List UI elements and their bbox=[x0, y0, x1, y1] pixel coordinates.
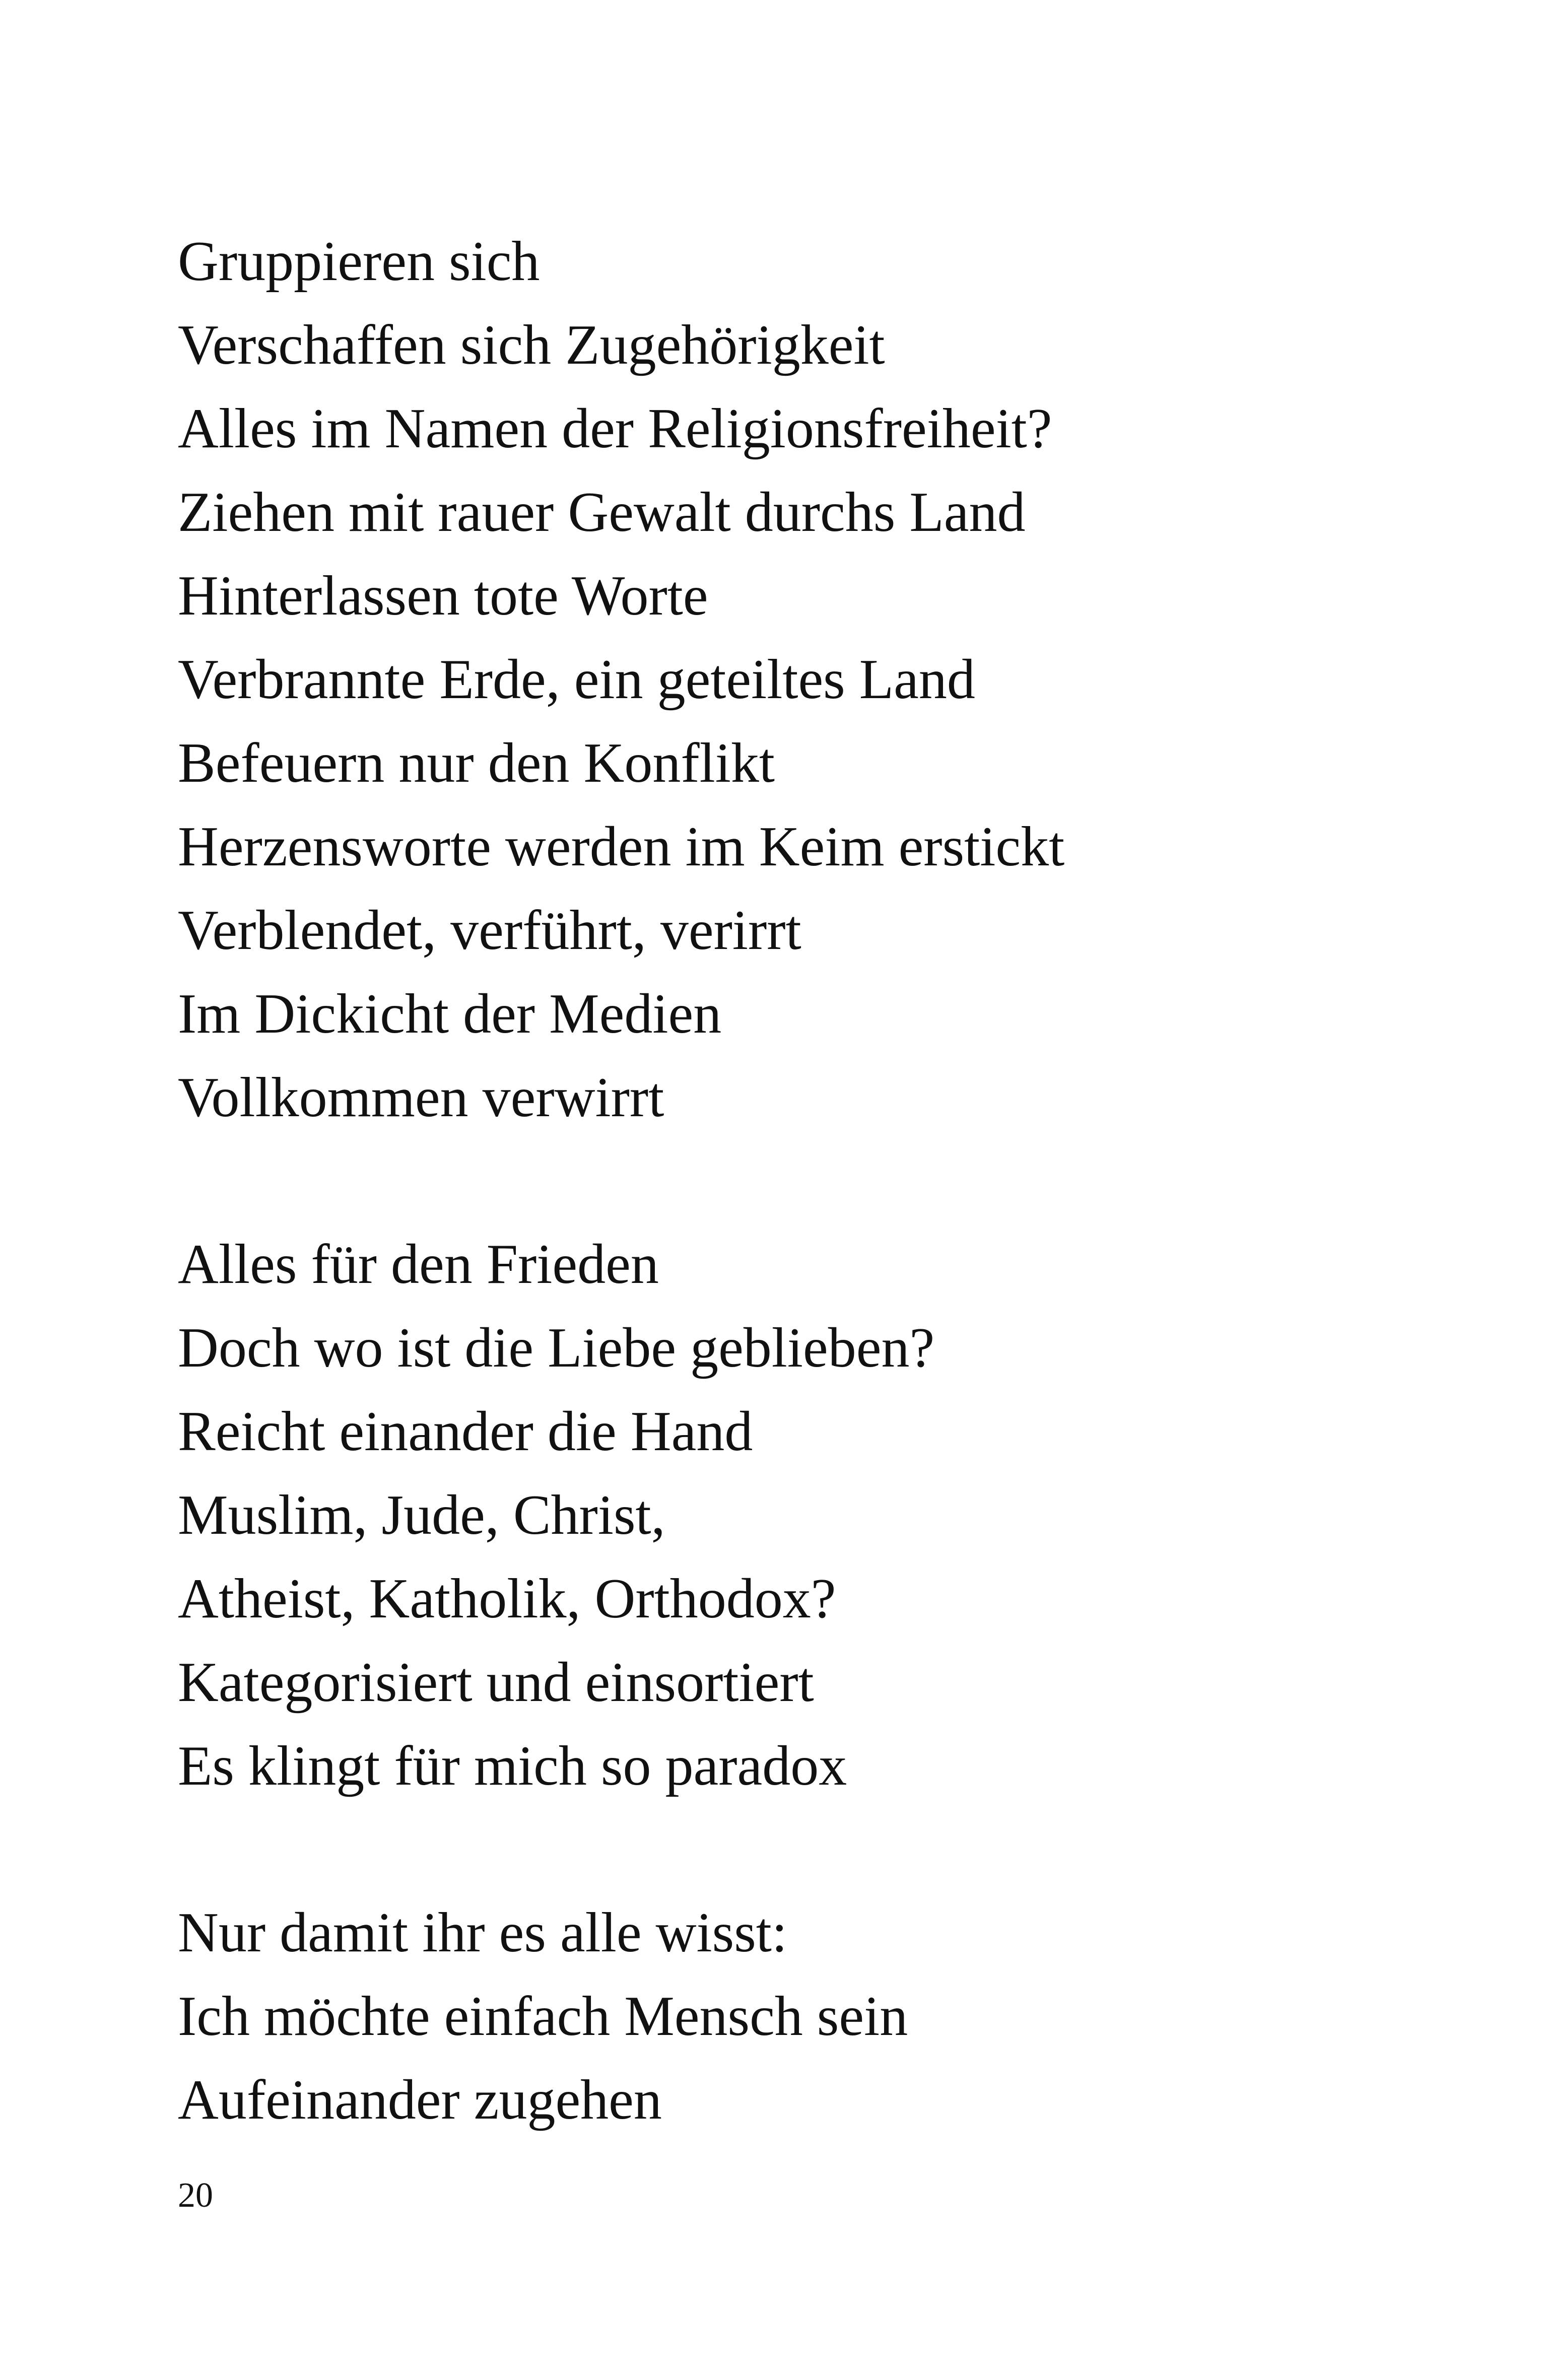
poem-line: Ziehen mit rauer Gewalt durchs Land bbox=[178, 481, 1026, 543]
page-number: 20 bbox=[178, 2176, 213, 2215]
poem-line: Vollkommen verwirrt bbox=[178, 1066, 664, 1129]
poem-line: Aufeinander zugehen bbox=[178, 2069, 662, 2131]
poem-line: Kategorisiert und einsortiert bbox=[178, 1651, 814, 1714]
poem-line: Befeuern nur den Konflikt bbox=[178, 732, 775, 794]
poem-line: Verschaffen sich Zugehörigkeit bbox=[178, 314, 885, 376]
poem-line: Im Dickicht der Medien bbox=[178, 983, 722, 1045]
poem-line: Herzensworte werden im Keim erstickt bbox=[178, 815, 1065, 878]
stanza-3 bbox=[178, 1891, 1437, 2142]
poem-line: Doch wo ist die Liebe geblieben? bbox=[178, 1317, 935, 1379]
poem bbox=[178, 220, 1437, 2225]
poem-line: Atheist, Katholik, Orthodox? bbox=[178, 1568, 836, 1630]
stanza-1 bbox=[178, 220, 1437, 1139]
poem-line: Nur damit ihr es alle wisst: bbox=[178, 1901, 788, 1964]
stanza-2 bbox=[178, 1222, 1437, 1808]
poem-line: Verblendet, verführt, verirrt bbox=[178, 899, 801, 962]
poem-line: Ich möchte einfach Mensch sein bbox=[178, 1985, 908, 2048]
poem-line: Reicht einander die Hand bbox=[178, 1400, 753, 1463]
poem-line: Alles im Namen der Religionsfreiheit? bbox=[178, 397, 1052, 460]
poem-line: Verbrannte Erde, ein geteiltes Land bbox=[178, 648, 975, 711]
poem-line: Hinterlassen tote Worte bbox=[178, 565, 708, 627]
poem-line: Es klingt für mich so paradox bbox=[178, 1735, 847, 1797]
poem-line: Alles für den Frieden bbox=[178, 1233, 659, 1296]
poem-line: Muslim, Jude, Christ, bbox=[178, 1484, 665, 1546]
poem-line: Gruppieren sich bbox=[178, 230, 540, 293]
